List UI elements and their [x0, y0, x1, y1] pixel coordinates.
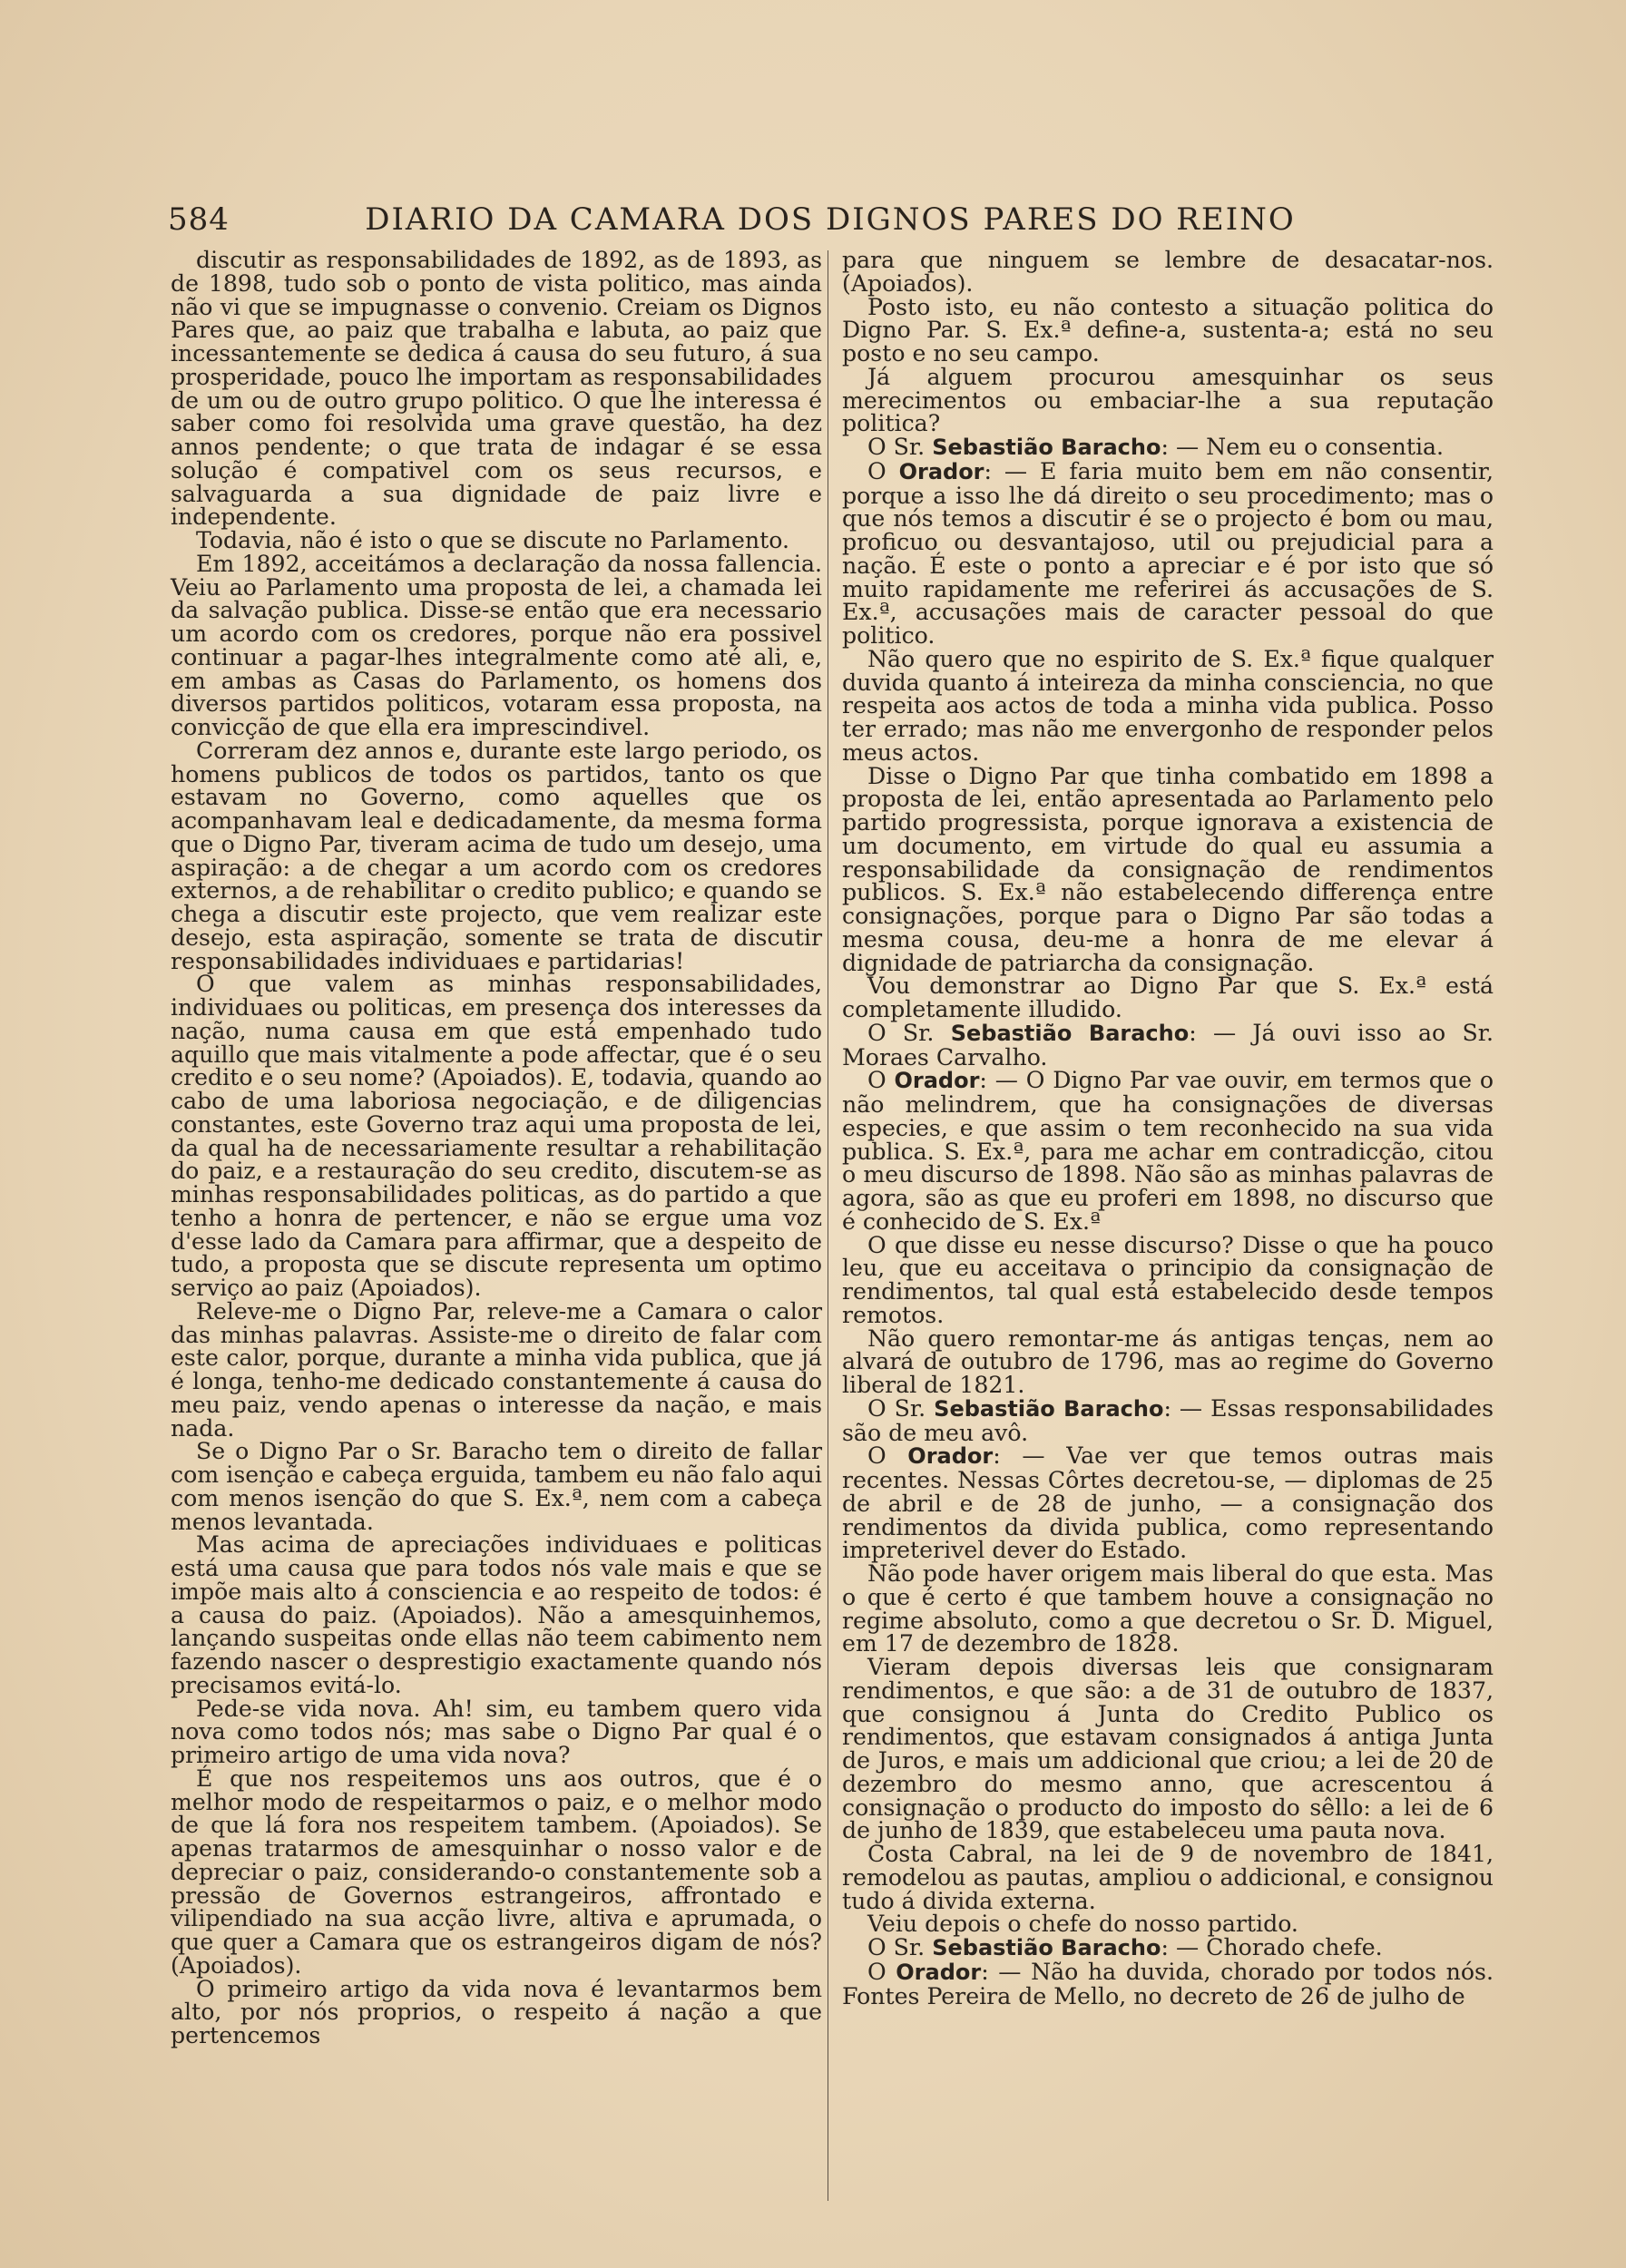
paragraph	[842, 1656, 1494, 1843]
paragraph-text: Vou demonstrar ao Digno Par que S. Ex.ª está completamente illudido.	[842, 973, 1494, 1022]
paragraph	[842, 1562, 1494, 1656]
speaker-name: Sebastião Baracho	[950, 1020, 1190, 1046]
paragraph	[842, 1960, 1494, 2009]
paragraph	[171, 739, 822, 973]
paragraph-text: : — Não ha duvida, chorado por todos nós. Fontes Pereira de Mello, no decreto de 26 de julho de	[842, 1958, 1494, 2009]
speaker-prefix: O	[867, 1958, 896, 1985]
paragraph-text: : — E faria muito bem em não consentir, porque a isso lhe dá direito o seu procedimento; mas o que nós temos a discutir é se o projecto é bom ou mau, proficuo ou desvantajoso, util ou prejudicial para a nação. É este o ponto a apreciar e é por isto que só muito rapidamente me referirei ás accusações de S. Ex.ª, accusações mais de caracter pessoal do que politico.	[842, 457, 1494, 649]
paragraph	[171, 1297, 822, 1442]
paragraph	[842, 363, 1494, 437]
paragraph-text: Não quero remontar-me ás antigas tenças, nem ao alvará de outubro de 1796, mas ao regime do Governo liberal de 1821.	[842, 1325, 1494, 1398]
paragraph-text: Correram dez annos e, durante este largo periodo, os homens publicos de todos os partidos, tanto os que estavam no Governo, como aquelles que os acompanhavam leal e dedicadamente, da mesma forma que o Digno Par, tiveram acima de tudo um desejo, uma aspiração: a de chegar a um acordo com os credores externos, a de rehabilitar o credito publico; e quando se chega a discutir este projecto, que vem realizar este desejo, esta aspiração, somente se trata de discutir responsabilidades individuaes e partidarias!	[171, 737, 822, 974]
paragraph	[842, 1019, 1494, 1070]
speaker-name: Orador	[894, 1068, 980, 1094]
paragraph-text: : — Chorado chefe.	[1161, 1934, 1383, 1960]
paragraph	[171, 1697, 822, 1767]
paragraph	[842, 1327, 1494, 1397]
speaker-prefix: O Sr.	[867, 434, 933, 460]
paragraph	[842, 1231, 1494, 1328]
paragraph-text: É que nos respeitemos uns aos outros, que é o melhor modo de respeitarmos o paiz, e o melhor modo de que lá fora nos respeitem tambem. (Apoiados). Se apenas tratarmos de amesquinhar o nosso valor e de depreciar o paiz, considerando-o constantemente sob a pressão de Governos estrangeiros, affrontado e vilipendiado na sua acção livre, altiva e aprumada, o que quer a Camara que os estrangeiros digam de nós? (Apoiados).	[171, 1765, 822, 1979]
paragraph-text: : — Vae ver que temos outras mais recentes. Nessas Côrtes decretou-se, — diplomas de 25 de abril e de 28 de junho, — a consignação dos rendimentos da divida publica, como representando impreterivel dever do Estado.	[842, 1442, 1494, 1564]
speaker-name: Orador	[898, 458, 984, 484]
paragraph-text: Pede-se vida nova. Ah! sim, eu tambem quero vida nova como todos nós; mas sabe o Digno Par qual é o primeiro artigo de uma vida nova?	[171, 1695, 822, 1768]
paragraph	[171, 552, 822, 739]
paragraph-text: O primeiro artigo da vida nova é levantarmos bem alto, por nós proprios, o respeito á nação a que pertencemos	[171, 1975, 822, 2048]
speaker-name: Sebastião Baracho	[932, 435, 1161, 460]
journal-title: DIARIO DA CAMARA DOS DIGNOS PARES DO REINO	[365, 201, 1296, 238]
paragraph-text: discutir as responsabilidades de 1892, as de 1893, as de 1898, tudo sob o ponto de vista politico, mas ainda não vi que se impugnasse o convenio. Creiam os Dignos Pares que, ao paiz que trabalha e labuta, ao paiz que incessantemente se dedica á causa do seu futuro, á sua prosperidade, pouco lhe importam as responsabilidades de um ou de outro grupo politico. O que lhe interessa é saber como foi resolvida uma grave questão, ha dez annos pendente; o que trata de indagar é se essa solução é compativel com os seus recursos, e salvaguarda a sua dignidade de paiz livre e independente.	[171, 247, 822, 531]
paragraph-text: Vieram depois diversas leis que consignaram rendimentos, e que são: a de 31 de outubro de 1837, que consignou á Junta do Credito Publico os rendimentos, que estavam consignados á antiga Junta de Juros, e mais um addicional que criou; a lei de 20 de dezembro do mesmo anno, que acrescentou á consignação o producto do imposto do sêllo: a lei de 6 de junho de 1839, que estabeleceu uma pauta nova.	[842, 1654, 1494, 1844]
paragraph	[842, 762, 1494, 976]
paragraph	[171, 1975, 822, 2048]
paragraph-text: O que valem as minhas responsabilidades, individuaes ou politicas, em presença dos interesses da nação, numa causa em que está empenhado tudo aquillo que mais vitalmente a pode affectar, que é o seu credito e o seu nome? (Apoiados). E, todavia, quando ao cabo de uma laboriosa negociação, e de diligencias constantes, este Governo traz aqui uma proposta de lei, da qual ha de necessariamente resultar a rehabilitação do paiz, e a restauração do seu credito, discutem-se as minhas responsabilidades politicas, as do partido a que tenho a honra de pertencer, e não se ergue uma voz d'esse lado da Camara para affirmar, que a despeito de tudo, a proposta que se discute representa um optimo serviço ao paiz (Apoiados).	[171, 971, 822, 1301]
paragraph	[842, 974, 1494, 1022]
right-column	[842, 249, 1494, 2008]
speaker-name: Orador	[907, 1443, 994, 1470]
paragraph	[842, 1912, 1494, 1936]
paragraph-text: Todavia, não é isto o que se discute no Parlamento.	[196, 527, 789, 553]
paragraph	[842, 457, 1494, 649]
page-header	[168, 201, 1493, 241]
paragraph-text: O que disse eu nesse discurso? Disse o que ha pouco leu, que eu acceitava o principio da consignação de rendimentos, tal qual está estabelecido desde tempos remotos.	[842, 1231, 1494, 1328]
paragraph-text: Já alguem procurou amesquinhar os seus merecimentos ou embaciar-lhe a sua reputação politica?	[842, 363, 1494, 437]
paragraph	[842, 249, 1494, 296]
paragraph-text: Posto isto, eu não contesto a situação politica do Digno Par. S. Ex.ª define-a, sustenta-a; está no seu posto e no seu campo.	[842, 293, 1494, 367]
paragraph	[171, 1440, 822, 1533]
paragraph-text: Mas acima de apreciações individuaes e politicas está uma causa que para todos nós vale mais e que se impõe mais alto á consciencia e ao respeito de todos: é a causa do paiz. (Apoiados). Não a amesquinhemos, lançando suspeitas onde ellas não teem cabimento nem fazendo nascer o desprestigio exactamente quando nós precisamos evitá-lo.	[171, 1531, 822, 1698]
paragraph	[842, 1843, 1494, 1912]
speaker-name: Sebastião Baracho	[934, 1395, 1164, 1422]
speaker-prefix: O Sr.	[867, 1019, 951, 1046]
page-number: 584	[168, 201, 230, 238]
paragraph-text: para que ninguem se lembre de desacatar-nos. (Apoiados).	[842, 247, 1494, 297]
paragraph-text: : — Nem eu o consentia.	[1161, 434, 1445, 460]
paragraph	[171, 1533, 822, 1696]
paragraph-text: Veiu depois o chefe do nosso partido.	[867, 1911, 1298, 1938]
paragraph-text: Não quero que no espirito de S. Ex.ª fique qualquer duvida quanto á inteireza da minha consciencia, no que respeita aos actos de toda a minha vida publica. Posso ter errado; mas não me envergonho de responder pelos meus actos.	[842, 645, 1494, 766]
speaker-prefix: O Sr.	[867, 1394, 935, 1422]
left-column	[171, 249, 822, 2048]
speaker-prefix: O	[867, 457, 899, 484]
paragraph-text: Releve-me o Digno Par, releve-me a Camara o calor das minhas palavras. Assiste-me o direito de falar com este calor, porque, durante a minha vida publica, que já é longa, tenho-me dedicado constantemente á causa do meu paiz, vendo apenas o interesse da nação, e mais nada.	[171, 1297, 822, 1442]
paragraph	[842, 1936, 1494, 1960]
paragraph-text: : — Já ouvi isso ao Sr. Moraes Carvalho.	[842, 1019, 1494, 1070]
speaker-prefix: O	[867, 1067, 895, 1094]
paragraph-text: Em 1892, acceitámos a declaração da nossa fallencia. Veiu ao Parlamento uma proposta de lei, a chamada lei da salvação publica. Disse-se então que era necessario um acordo com os credores, porque não era possivel continuar a pagar-lhes integralmente como até ali, e, em ambas as Casas do Parlamento, os homens dos diversos partidos politicos, votaram essa proposta, na convicção de que ella era imprescindivel.	[171, 550, 822, 740]
paragraph-text: Disse o Digno Par que tinha combatido em 1898 a proposta de lei, então apresentada ao Parlamento pelo partido progressista, porque ignorava a existencia de um documento, em virtude do qual eu assumia a responsabilidade da consignação de rendimentos publicos. S. Ex.ª não estabelecendo differença entre consignações, porque para o Digno Par são todas a mesma cousa, deu-me a honra de me elevar á dignidade de patriarcha da consignação.	[842, 762, 1494, 976]
paragraph	[842, 645, 1494, 766]
paragraph	[842, 1444, 1494, 1562]
paragraph	[842, 1069, 1494, 1233]
paragraph	[171, 1767, 822, 1978]
paragraph	[171, 249, 822, 529]
paragraph-text: Costa Cabral, na lei de 9 de novembro de 1841, remodelou as pautas, ampliou o addicional, e consignou tudo á divida externa.	[842, 1841, 1494, 1914]
paragraph	[842, 435, 1494, 460]
paragraph-text: : — O Digno Par vae ouvir, em termos que o não melindrem, que ha consignações de diversas especies, e que assim o tem reconhecido na sua vida publica. S. Ex.ª, para me achar em contradicção, citou o meu discurso de 1898. Não são as minhas palavras de agora, são as que eu proferi em 1898, no discurso que é conhecido de S. Ex.ª	[842, 1067, 1494, 1235]
speaker-prefix: O Sr.	[867, 1934, 933, 1960]
paragraph-text: : — Essas responsabilidades são de meu avô.	[842, 1394, 1494, 1446]
speaker-prefix: O	[867, 1442, 908, 1470]
paragraph	[842, 1394, 1494, 1446]
paragraph-text: Se o Digno Par o Sr. Baracho tem o direito de fallar com isenção e cabeça erguida, tambem eu não falo aqui com menos isenção do que S. Ex.ª, nem com a cabeça menos levantada.	[171, 1438, 822, 1535]
speaker-name: Orador	[896, 1959, 982, 1985]
speaker-name: Sebastião Baracho	[932, 1935, 1161, 1960]
paragraph-text: Não pode haver origem mais liberal do que esta. Mas o que é certo é que tambem houve a consignação no regime absoluto, como a que decretou o Sr. D. Miguel, em 17 de dezembro de 1828.	[842, 1560, 1494, 1657]
paragraph	[171, 973, 822, 1300]
paragraph	[842, 293, 1494, 367]
paragraph	[171, 529, 822, 552]
